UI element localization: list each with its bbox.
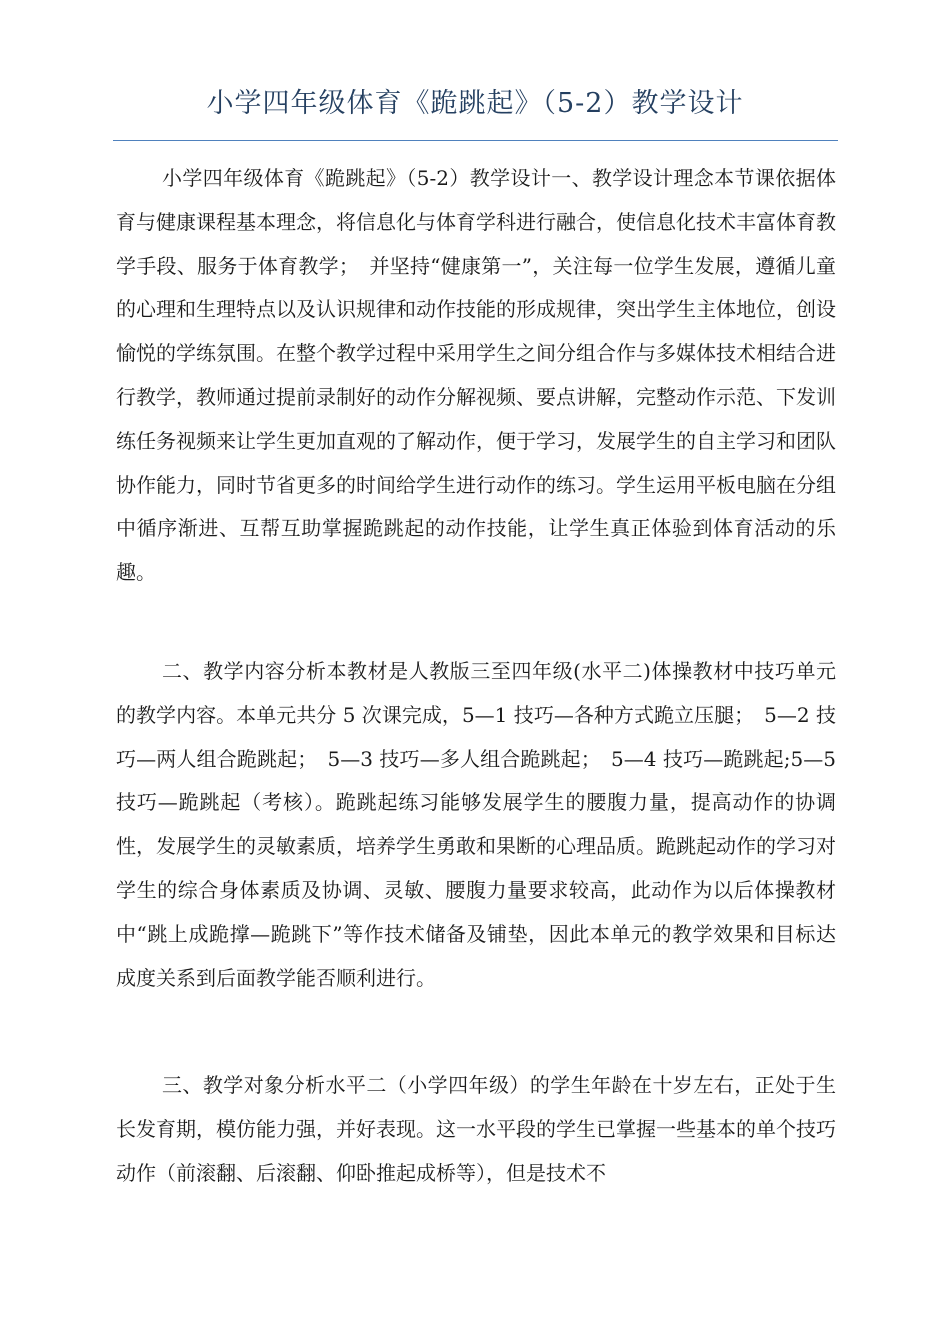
- paragraph-content-analysis: 二、教学内容分析本教材是人教版三至四年级(水平二)体操教材中技巧单元的教学内容。本单元共分 5 次课完成，5—1 技巧—各种方式跪立压腿； 5—2 技巧—两人组合跪跳起； 5—3 技巧—多人组合跪跳起； 5—4 技巧—跪跳起;5—5 技巧—跪跳起（考核）。跪跳起练习能够发展学生的腰腹力量，提高动作的协调性，发展学生的灵敏素质，培养学生勇敢和果断的心理品质。跪跳起动作的学习对学生的综合身体素质及协调、灵敏、腰腹力量要求较高，此动作为以后体操教材中“跳上成跪撑—跪跳下”等作技术储备及铺垫，因此本单元的教学效果和目标达成度关系到后面教学能否顺利进行。: [116, 659, 836, 990]
- title-underline: [113, 140, 838, 141]
- paragraph-teaching-philosophy: 小学四年级体育《跪跳起》（5-2）教学设计一、教学设计理念本节课依据体育与健康课程基本理念，将信息化与体育学科进行融合，使信息化技术丰富体育教学手段、服务于体育教学； 并坚持“健康第一”，关注每一位学生发展，遵循儿童的心理和生理特点以及认识规律和动作技能的形成规律，突出学生主体地位，创设愉悦的学练氛围。在整个教学过程中采用学生之间分组合作与多媒体技术相结合进行教学，教师通过提前录制好的动作分解视频、要点讲解，完整动作示范、下发训练任务视频来让学生更加直观的了解动作，便于学习，发展学生的自主学习和团队协作能力，同时节省更多的时间给学生进行动作的练习。学生运用平板电脑在分组中循序渐进、互帮互助掌握跪跳起的动作技能，让学生真正体验到体育活动的乐趣。: [116, 166, 836, 585]
- document-title: 小学四年级体育《跪跳起》（5-2）教学设计: [206, 88, 744, 119]
- paragraph-student-analysis: 三、教学对象分析水平二（小学四年级）的学生年龄在十岁左右，正处于生长发育期，模仿能力强，并好表现。这一水平段的学生已掌握一些基本的单个技巧动作（前滚翻、后滚翻、仰卧推起成桥等），但是技术不: [116, 1073, 836, 1185]
